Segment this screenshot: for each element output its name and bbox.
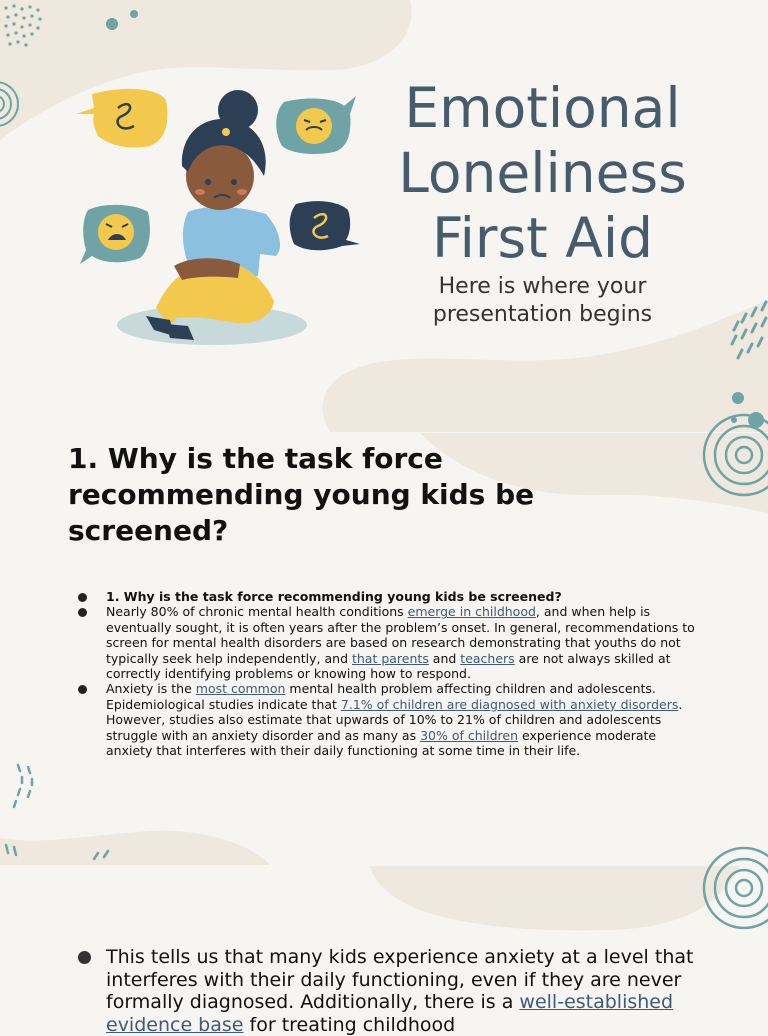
bullet-text: . However, studies also estimate that upwards of 10% to 21% of children and adolescents struggle with an anxiety disorder and as many as — [106, 696, 683, 743]
bullet-item — [74, 604, 704, 681]
bullet-list — [74, 589, 704, 758]
sad-child-illustration — [70, 80, 370, 360]
bullet-text: experience moderate anxiety that interferes with their daily functioning at some time in their life. — [106, 727, 657, 759]
slide-anxiety-summary — [0, 866, 768, 1036]
presentation-subtitle: Here is where your presentation begins — [432, 274, 653, 327]
slide-title — [0, 0, 768, 432]
bullet-item — [74, 681, 704, 758]
slide-screening-reasons — [0, 433, 768, 865]
bullet-text: Nearly 80% of chronic mental health conditions — [106, 604, 408, 620]
link-most-common[interactable]: most common — [195, 681, 286, 697]
bullet-heading: 1. Why is the task force recommending young kids be screened? — [106, 589, 562, 604]
child-figure — [146, 90, 280, 340]
link-emerge-in-childhood[interactable]: emerge in childhood — [407, 604, 536, 620]
bullet-text: and — [428, 650, 461, 666]
speech-bubble-angry-icon — [80, 205, 150, 264]
presentation-title: Emotional Loneliness First Aid — [398, 76, 687, 270]
link-30-percent-children[interactable]: 30% of children — [420, 727, 519, 743]
bullet-text: Anxiety is the — [106, 681, 196, 697]
bullet-text: are not always skilled at correctly identifying problems or knowing how to respond. — [106, 650, 671, 682]
bullet-text: mental health problem affecting children and adolescents. Epidemiological studies indicate that — [106, 681, 656, 712]
speech-bubble-navy-icon — [290, 201, 360, 250]
summary-list — [74, 946, 694, 1036]
bullet-text: , and when help is eventually sought, it is often years after the problem’s onset. In general, recommendations to screen for mental health disorders are based on research demonstrating that youths do not typically seek help independently, and — [106, 604, 695, 666]
bullet-text: This tells us that many kids experience anxiety at a level that interferes with their daily functioning, even if they are never formally diagnosed. Additionally, there is a — [106, 946, 694, 1013]
link-anxiety-disorders-stat[interactable]: 7.1% of children are diagnosed with anxiety disorders — [340, 696, 679, 712]
link-that-parents[interactable]: that parents — [351, 650, 429, 666]
speech-bubble-teal-icon — [276, 96, 356, 154]
speech-bubble-yellow-icon — [76, 89, 167, 148]
bullet-text: for treating childhood — [243, 1013, 456, 1036]
link-evidence-base[interactable]: well-established evidence base — [106, 991, 674, 1036]
link-teachers[interactable]: teachers — [460, 650, 515, 666]
blob-bottom-left — [0, 831, 270, 865]
blob-top — [370, 866, 740, 930]
section-heading: 1. Why is the task force recommending young kids be screened? — [68, 442, 535, 547]
bullet-item — [74, 589, 704, 604]
bullet-item — [74, 946, 694, 1036]
